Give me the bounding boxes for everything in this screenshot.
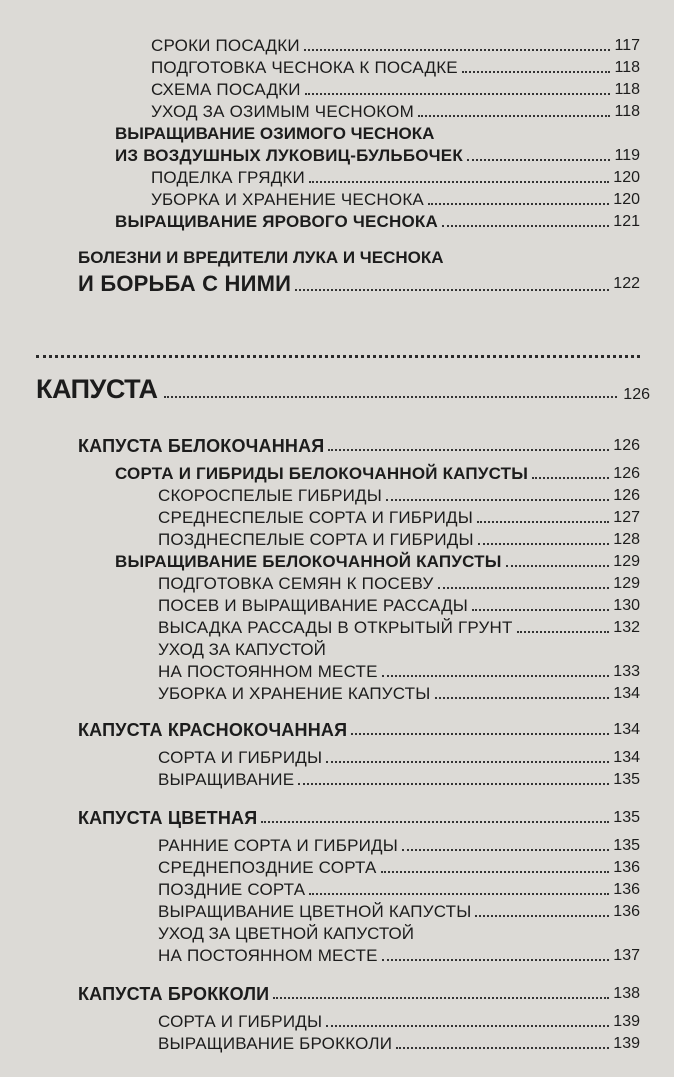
toc-entry-page: 138 bbox=[613, 985, 640, 1002]
toc-entry-page: 137 bbox=[613, 947, 640, 964]
toc-entry-page: 118 bbox=[614, 81, 640, 98]
toc-entry[interactable] bbox=[151, 36, 640, 56]
section-page: 126 bbox=[623, 386, 650, 403]
toc-entry-title: УХОД ЗА ОЗИМЫМ ЧЕСНОКОМ bbox=[151, 102, 414, 121]
toc-chapter-title-line1[interactable]: БОЛЕЗНИ И ВРЕДИТЕЛИ ЛУКА И ЧЕСНОКА bbox=[78, 248, 444, 267]
leader-dots bbox=[298, 783, 609, 785]
bleed-through-texture bbox=[40, 640, 41, 641]
toc-entry-title: ПОДГОТОВКА ЧЕСНОКА К ПОСАДКЕ bbox=[151, 58, 458, 77]
toc-entry-title: ПОДГОТОВКА СЕМЯН К ПОСЕВУ bbox=[158, 574, 434, 593]
toc-entry-title-line1[interactable]: ВЫРАЩИВАНИЕ ОЗИМОГО ЧЕСНОКА bbox=[115, 124, 435, 143]
toc-entry-title-line1[interactable]: УХОД ЗА ЦВЕТНОЙ КАПУСТОЙ bbox=[158, 924, 414, 943]
toc-entry-page: 122 bbox=[613, 275, 640, 292]
toc-entry[interactable] bbox=[158, 946, 640, 966]
leader-dots bbox=[418, 115, 611, 117]
leader-dots bbox=[381, 871, 610, 873]
toc-entry-title: ВЫРАЩИВАНИЕ БЕЛОКОЧАННОЙ КАПУСТЫ bbox=[115, 552, 502, 571]
toc-entry-title: КАПУСТА БРОККОЛИ bbox=[78, 984, 270, 1004]
toc-entry-page: 135 bbox=[613, 771, 640, 788]
toc-entry[interactable] bbox=[158, 1034, 640, 1054]
toc-entry-title: НА ПОСТОЯННОМ МЕСТЕ bbox=[158, 946, 378, 965]
toc-entry-title: ПОДЕЛКА ГРЯДКИ bbox=[151, 168, 305, 187]
toc-chapter-entry[interactable] bbox=[78, 984, 640, 1004]
toc-entry-page: 120 bbox=[613, 191, 640, 208]
leader-dots bbox=[295, 289, 609, 291]
toc-entry-title: СОРТА И ГИБРИДЫ bbox=[158, 1012, 323, 1031]
toc-entry-title: СРОКИ ПОСАДКИ bbox=[151, 36, 300, 55]
toc-entry-title: ПОЗДНИЕ СОРТА bbox=[158, 880, 306, 899]
toc-entry[interactable] bbox=[158, 748, 640, 768]
leader-dots bbox=[386, 499, 609, 501]
toc-entry-title: ИЗ ВОЗДУШНЫХ ЛУКОВИЦ-БУЛЬБОЧЕК bbox=[115, 146, 463, 165]
toc-entry[interactable] bbox=[151, 80, 640, 100]
toc-entry[interactable] bbox=[151, 190, 640, 210]
section-title[interactable]: КАПУСТА bbox=[36, 374, 158, 404]
leader-dots bbox=[326, 1025, 609, 1027]
toc-entry[interactable] bbox=[151, 58, 640, 78]
toc-entry-page: 127 bbox=[613, 509, 640, 526]
toc-entry-title: ВЫСАДКА РАССАДЫ В ОТКРЫТЫЙ ГРУНТ bbox=[158, 618, 513, 637]
section-separator bbox=[36, 355, 640, 358]
toc-entry-page: 134 bbox=[613, 749, 640, 766]
leader-dots bbox=[328, 449, 609, 451]
toc-entry-page: 118 bbox=[614, 103, 640, 120]
toc-entry[interactable] bbox=[158, 618, 640, 638]
toc-entry-title: И БОРЬБА С НИМИ bbox=[78, 271, 292, 296]
toc-entry-page: 128 bbox=[613, 531, 640, 548]
toc-entry-page: 134 bbox=[613, 685, 640, 702]
toc-entry-page: 126 bbox=[613, 437, 640, 454]
toc-entry-page: 129 bbox=[613, 575, 640, 592]
section-title-leader bbox=[160, 380, 650, 404]
toc-entry-title: КАПУСТА БЕЛОКОЧАННАЯ bbox=[78, 436, 325, 456]
toc-entry-page: 126 bbox=[613, 465, 640, 482]
toc-chapter-entry[interactable] bbox=[78, 436, 640, 456]
leader-dots bbox=[402, 849, 609, 851]
toc-chapter-entry[interactable] bbox=[78, 272, 640, 296]
toc-entry-page: 120 bbox=[613, 169, 640, 186]
toc-entry-page: 134 bbox=[613, 721, 640, 738]
toc-entry-page: 139 bbox=[613, 1035, 640, 1052]
leader-dots bbox=[467, 159, 611, 161]
toc-subchapter-entry[interactable] bbox=[115, 552, 640, 572]
toc-entry[interactable] bbox=[158, 596, 640, 616]
toc-entry-title: КАПУСТА КРАСНОКОЧАННАЯ bbox=[78, 720, 348, 740]
toc-entry-page: 118 bbox=[614, 59, 640, 76]
toc-entry[interactable] bbox=[158, 858, 640, 878]
toc-entry-title: СОРТА И ГИБРИДЫ БЕЛОКОЧАННОЙ КАПУСТЫ bbox=[115, 464, 529, 483]
leader-dots bbox=[305, 93, 611, 95]
toc-subchapter-entry[interactable] bbox=[115, 464, 640, 484]
toc-entry[interactable] bbox=[158, 836, 640, 856]
toc-entry[interactable] bbox=[158, 1012, 640, 1032]
toc-entry-title: РАННИЕ СОРТА И ГИБРИДЫ bbox=[158, 836, 399, 855]
leader-dots bbox=[506, 565, 610, 567]
leader-dots bbox=[478, 543, 610, 545]
leader-dots bbox=[477, 521, 609, 523]
toc-entry[interactable] bbox=[158, 902, 640, 922]
toc-entry[interactable] bbox=[115, 212, 640, 232]
toc-entry-title: УБОРКА И ХРАНЕНИЕ ЧЕСНОКА bbox=[151, 190, 424, 209]
toc-entry-page: 130 bbox=[613, 597, 640, 614]
toc-entry[interactable] bbox=[158, 574, 640, 594]
leader-dots bbox=[475, 915, 609, 917]
leader-dots bbox=[309, 893, 609, 895]
leader-dots bbox=[472, 609, 609, 611]
toc-entry-title: ВЫРАЩИВАНИЕ ЦВЕТНОЙ КАПУСТЫ bbox=[158, 902, 472, 921]
toc-entry[interactable] bbox=[158, 662, 640, 682]
toc-entry-title: ВЫРАЩИВАНИЕ bbox=[158, 770, 295, 789]
toc-entry-page: 121 bbox=[613, 213, 640, 230]
toc-entry-title: ВЫРАЩИВАНИЕ БРОККОЛИ bbox=[158, 1034, 393, 1053]
leader-dots bbox=[462, 71, 611, 73]
leader-dots bbox=[351, 733, 609, 735]
toc-entry-title: СКОРОСПЕЛЫЕ ГИБРИДЫ bbox=[158, 486, 383, 505]
leader-dots bbox=[326, 761, 609, 763]
toc-entry-page: 136 bbox=[613, 903, 640, 920]
toc-entry-title: КАПУСТА ЦВЕТНАЯ bbox=[78, 808, 258, 828]
leader-dots bbox=[428, 203, 609, 205]
toc-entry-title: ВЫРАЩИВАНИЕ ЯРОВОГО ЧЕСНОКА bbox=[115, 212, 438, 231]
toc-entry-title: УБОРКА И ХРАНЕНИЕ КАПУСТЫ bbox=[158, 684, 431, 703]
toc-entry-title: СРЕДНЕСПЕЛЫЕ СОРТА И ГИБРИДЫ bbox=[158, 508, 474, 527]
toc-entry[interactable] bbox=[151, 102, 640, 122]
toc-chapter-entry[interactable] bbox=[78, 808, 640, 828]
toc-entry-page: 135 bbox=[613, 809, 640, 826]
toc-entry-title: СОРТА И ГИБРИДЫ bbox=[158, 748, 323, 767]
toc-entry[interactable] bbox=[158, 684, 640, 704]
toc-entry-title-line1[interactable]: УХОД ЗА КАПУСТОЙ bbox=[158, 640, 326, 659]
toc-entry[interactable] bbox=[158, 508, 640, 528]
leader-dots bbox=[396, 1047, 609, 1049]
leader-dots bbox=[382, 959, 610, 961]
leader-dots bbox=[304, 49, 611, 51]
toc-entry-title: СРЕДНЕПОЗДНИЕ СОРТА bbox=[158, 858, 377, 877]
toc-entry-page: 117 bbox=[614, 37, 640, 54]
leader-dots bbox=[164, 396, 617, 398]
toc-entry[interactable] bbox=[158, 880, 640, 900]
leader-dots bbox=[261, 821, 609, 823]
toc-entry[interactable] bbox=[158, 530, 640, 550]
leader-dots bbox=[442, 225, 609, 227]
toc-entry-page: 132 bbox=[613, 619, 640, 636]
toc-entry-title: ПОЗДНЕСПЕЛЫЕ СОРТА И ГИБРИДЫ bbox=[158, 530, 474, 549]
toc-entry[interactable] bbox=[158, 770, 640, 790]
toc-entry[interactable] bbox=[151, 168, 640, 188]
leader-dots bbox=[517, 631, 610, 633]
leader-dots bbox=[438, 587, 610, 589]
toc-entry-page: 139 bbox=[613, 1013, 640, 1030]
leader-dots bbox=[309, 181, 609, 183]
leader-dots bbox=[435, 697, 610, 699]
toc-entry-page: 136 bbox=[613, 881, 640, 898]
toc-entry-page: 126 bbox=[613, 487, 640, 504]
toc-entry-title: ПОСЕВ И ВЫРАЩИВАНИЕ РАССАДЫ bbox=[158, 596, 469, 615]
toc-entry-title: СХЕМА ПОСАДКИ bbox=[151, 80, 301, 99]
toc-entry-page: 133 bbox=[613, 663, 640, 680]
toc-entry-page: 119 bbox=[614, 147, 640, 164]
toc-chapter-entry[interactable] bbox=[78, 720, 640, 740]
leader-dots bbox=[532, 477, 609, 479]
toc-entry[interactable] bbox=[115, 146, 640, 166]
leader-dots bbox=[382, 675, 610, 677]
leader-dots bbox=[273, 997, 609, 999]
toc-entry-page: 129 bbox=[613, 553, 640, 570]
toc-entry-title: НА ПОСТОЯННОМ МЕСТЕ bbox=[158, 662, 378, 681]
toc-entry-page: 136 bbox=[613, 859, 640, 876]
toc-entry-page: 135 bbox=[613, 837, 640, 854]
toc-entry[interactable] bbox=[158, 486, 640, 506]
